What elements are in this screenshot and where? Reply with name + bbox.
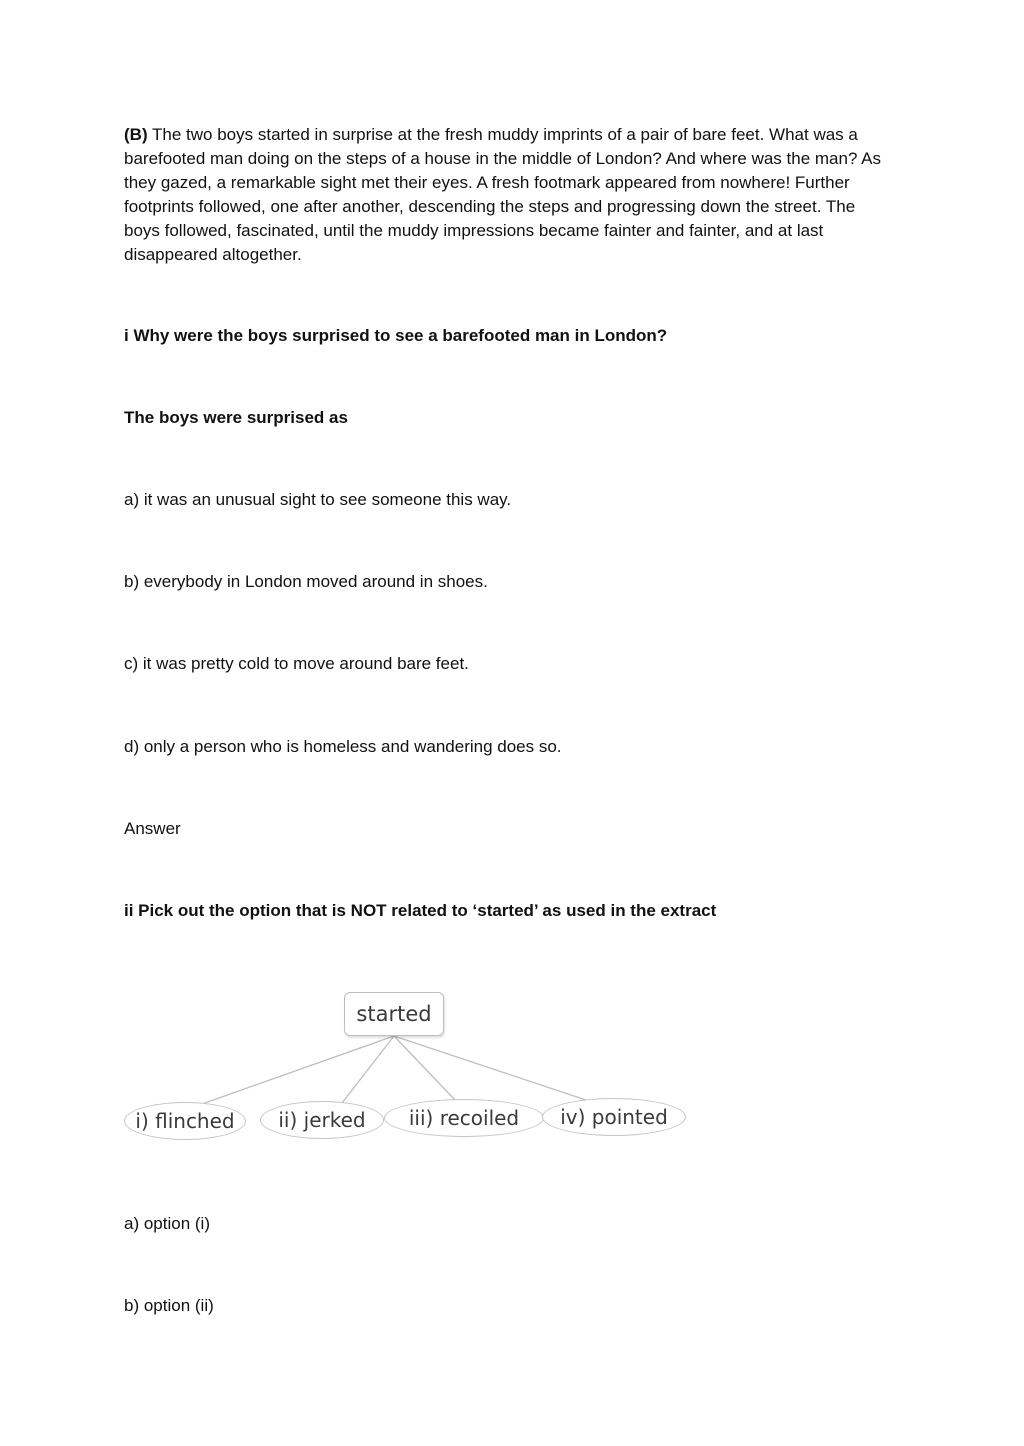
connector-line-4 (394, 1036, 586, 1100)
question-1-option-d: d) only a person who is homeless and wandering does so. (124, 737, 562, 756)
question-1-option-c: c) it was pretty cold to move around bare feet. (124, 654, 469, 673)
passage-text: The two boys started in surprise at the fresh muddy imprints of a pair of bare feet. What was a barefooted man doing on the steps of a house in the middle of London? And where was the man? As they gazed, a remarkable sight met their eyes. A fresh footmark appeared from nowhere! Further footprints followed, one after another, descending the steps and progressing down the street. The boys followed, fascinated, until the muddy impressions became fainter and fainter, and at last disappeared altogether. (124, 125, 882, 264)
question-1-option-b: b) everybody in London moved around in shoes. (124, 572, 488, 591)
question-1-prompt: i Why were the boys surprised to see a barefooted man in London? (124, 326, 668, 345)
question-2-option-a: a) option (i) (124, 1214, 210, 1233)
question-1-stem: The boys were surprised as (124, 408, 348, 427)
question-1-answer-label: Answer (124, 819, 181, 838)
diagram-leaf-flinched: i) flinched (124, 1102, 246, 1140)
diagram-leaf-recoiled: iii) recoiled (384, 1099, 544, 1137)
connector-line-1 (202, 1036, 394, 1104)
question-2-option-b: b) option (ii) (124, 1296, 214, 1315)
connector-line-2 (342, 1036, 394, 1103)
diagram-leaf-pointed: iv) pointed (542, 1098, 686, 1136)
passage-paragraph (124, 123, 894, 267)
diagram-root-node: started (344, 992, 444, 1036)
diagram-leaf-jerked: ii) jerked (260, 1101, 384, 1139)
passage-label: (B) (124, 125, 148, 144)
question-2-prompt: ii Pick out the option that is NOT related to ‘started’ as used in the extract (124, 901, 717, 920)
question-1-option-a: a) it was an unusual sight to see someone this way. (124, 490, 512, 509)
started-word-diagram (124, 985, 694, 1150)
